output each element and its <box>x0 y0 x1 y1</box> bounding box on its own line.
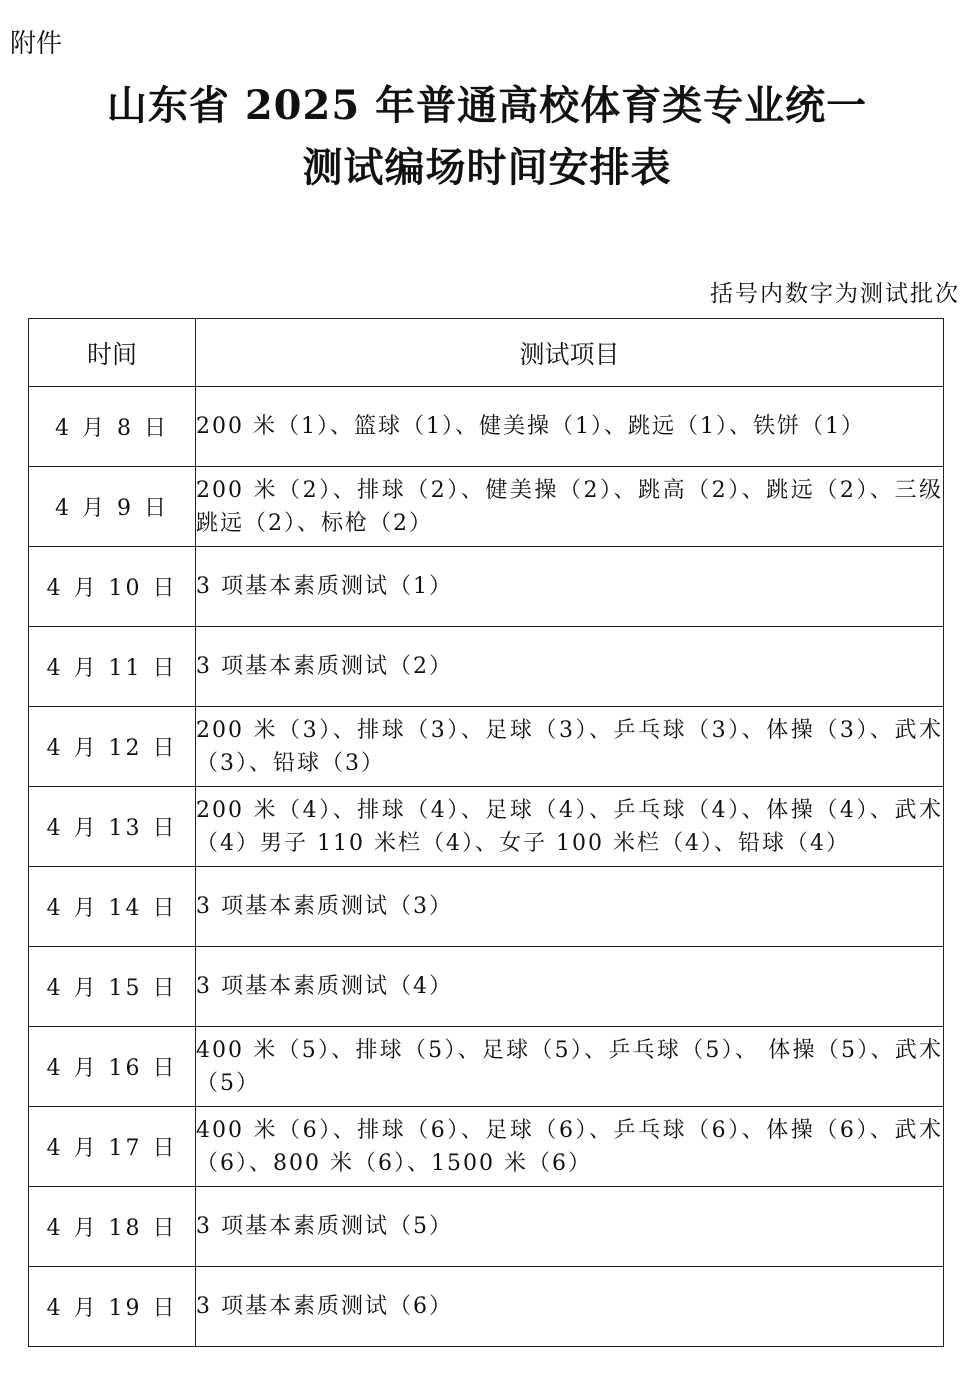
table-header-row <box>29 319 944 387</box>
items-cell: 200 米（1）、篮球（1）、健美操（1）、跳远（1）、铁饼（1） <box>196 387 944 467</box>
schedule-table <box>28 318 944 1347</box>
items-cell: 400 米（5）、排球（5）、足球（5）、乒乓球（5）、 体操（5）、武术（5） <box>196 1027 944 1107</box>
date-cell: 4 月 15 日 <box>29 947 196 1027</box>
date-cell: 4 月 18 日 <box>29 1187 196 1267</box>
table-row <box>29 1107 944 1187</box>
table-row <box>29 787 944 867</box>
date-cell: 4 月 13 日 <box>29 787 196 867</box>
items-cell: 3 项基本素质测试（2） <box>196 627 944 707</box>
table-row <box>29 1027 944 1107</box>
items-cell: 400 米（6）、排球（6）、足球（6）、乒乓球（6）、体操（6）、武术（6）、800 米（6）、1500 米（6） <box>196 1107 944 1187</box>
date-cell: 4 月 8 日 <box>29 387 196 467</box>
table-row <box>29 547 944 627</box>
document-title-line-2: 测试编场时间安排表 <box>302 144 672 191</box>
items-cell: 3 项基本素质测试（3） <box>196 867 944 947</box>
date-cell: 4 月 12 日 <box>29 707 196 787</box>
table-row <box>29 1187 944 1267</box>
column-header-time: 时间 <box>29 319 196 387</box>
attachment-label: 附件 <box>10 29 63 59</box>
date-cell: 4 月 14 日 <box>29 867 196 947</box>
column-header-test-items: 测试项目 <box>196 319 944 387</box>
items-cell: 3 项基本素质测试（4） <box>196 947 944 1027</box>
items-cell: 200 米（4）、排球（4）、足球（4）、乒乓球（4）、体操（4）、武术（4）男子 110 米栏（4）、女子 100 米栏（4）、铅球（4） <box>196 787 944 867</box>
document-title-line-1: 山东省 2025 年普通高校体育类专业统一 <box>106 82 868 129</box>
date-cell: 4 月 19 日 <box>29 1267 196 1347</box>
items-cell: 200 米（3）、排球（3）、足球（3）、乒乓球（3）、体操（3）、武术（3）、铅球（3） <box>196 707 944 787</box>
table-row <box>29 947 944 1027</box>
items-cell: 200 米（2）、排球（2）、健美操（2）、跳高（2）、跳远（2）、三级跳远（2）、标枪（2） <box>196 467 944 547</box>
table-row <box>29 867 944 947</box>
date-cell: 4 月 16 日 <box>29 1027 196 1107</box>
table-row <box>29 707 944 787</box>
items-cell: 3 项基本素质测试（1） <box>196 547 944 627</box>
items-cell: 3 项基本素质测试（6） <box>196 1267 944 1347</box>
table-row <box>29 627 944 707</box>
date-cell: 4 月 10 日 <box>29 547 196 627</box>
table-row <box>29 1267 944 1347</box>
table-row <box>29 467 944 547</box>
date-cell: 4 月 17 日 <box>29 1107 196 1187</box>
table-row <box>29 387 944 467</box>
date-cell: 4 月 11 日 <box>29 627 196 707</box>
items-cell: 3 项基本素质测试（5） <box>196 1187 944 1267</box>
batch-note: 括号内数字为测试批次 <box>710 281 960 307</box>
date-cell: 4 月 9 日 <box>29 467 196 547</box>
